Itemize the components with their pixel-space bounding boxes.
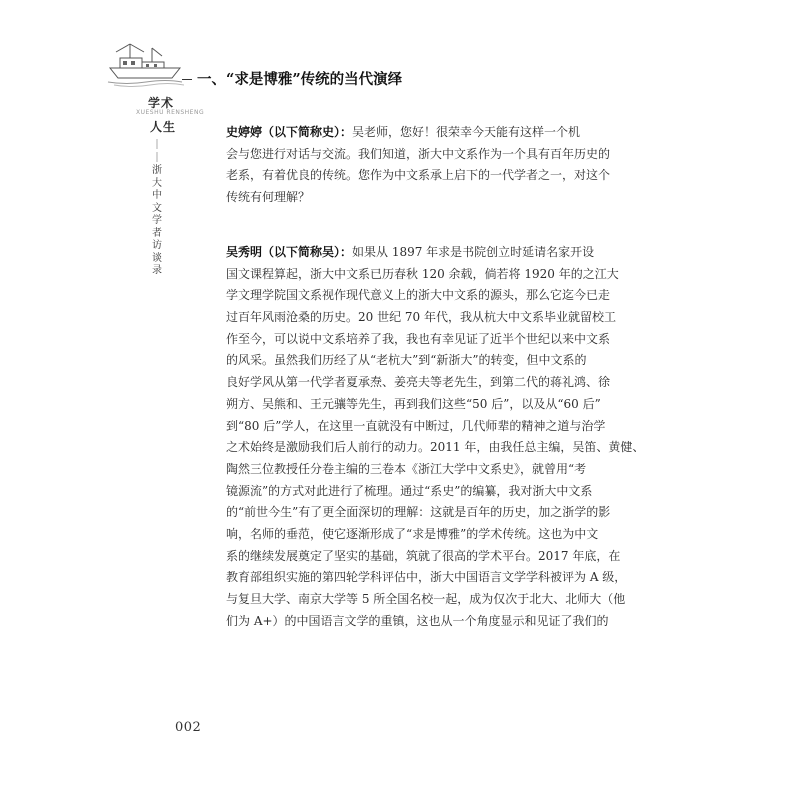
vertical-subtitle <box>150 140 164 278</box>
vertical-char: ｜ <box>152 152 162 164</box>
paragraph-line: 之术始终是激励我们后人前行的动力。2011 年，由我任总主编，吴笛、黄健、 <box>226 440 645 455</box>
paragraph-line: 作至今，可以说中文系培养了我，我也有幸见证了近半个世纪以来中文系 <box>226 331 611 346</box>
paragraph-line: 如果从 1897 年求是书院创立时延请名家开设 <box>352 245 595 259</box>
series-title-rensheng: 人生 <box>150 120 177 134</box>
paragraph-shi <box>226 122 611 209</box>
vertical-char: 文 <box>152 202 162 214</box>
vertical-char: 浙 <box>152 165 162 176</box>
paragraph-line: 老系，有着优良的传统。您作为中文系承上启下的一代学者之一，对这个 <box>226 168 611 183</box>
vertical-char: ｜ <box>152 140 162 151</box>
vertical-char: 谈 <box>152 252 162 264</box>
speaker-shi: 史婷婷（以下简称史）： <box>226 125 353 139</box>
paragraph-line: 良好学风从第一代学者夏承焘、姜亮夫等老先生，到第二代的蒋礼鸿、徐 <box>226 375 611 390</box>
paragraph-line: 们为 A+）的中国语言文学的重镇，这也从一个角度显示和见证了我们的 <box>226 613 609 628</box>
vertical-char: 大 <box>152 177 162 189</box>
paragraph-line: 的风采。虽然我们历经了从“老杭大”到“新浙大”的转变，但中文系的 <box>226 353 587 368</box>
paragraph-line: 会与您进行对话与交流。我们知道，浙大中文系作为一个具有百年历史的 <box>226 146 611 161</box>
paragraph-line: 与复旦大学、南京大学等 5 所全国名校一起，成为仅次于北大、北师大（他 <box>226 592 626 606</box>
vertical-char: 中 <box>152 190 162 201</box>
paragraph-line: 朔方、吴熊和、王元骧等先生，再到我们这些“50 后”，以及从“60 后” <box>226 396 601 411</box>
vertical-char: 录 <box>152 265 162 276</box>
page-number: 002 <box>175 720 202 735</box>
title-rule <box>182 79 192 80</box>
vertical-char: 者 <box>152 227 162 239</box>
paragraph-line: 响，名师的垂范，使它逐渐形成了“求是博雅”的学术传统。这也为中文 <box>226 526 599 541</box>
section-title: 一、“求是博雅”传统的当代演绎 <box>197 71 403 88</box>
paragraph-line: 国文课程算起，浙大中文系已历春秋 120 余载，倘若将 1920 年的之江大 <box>226 266 619 281</box>
paragraph-line: 的“前世今生”有了更全面深切的理解：这就是百年的历史，加之浙学的影 <box>226 505 611 520</box>
paragraph-line: 系的继续发展奠定了坚实的基础，筑就了很高的学术平台。2017 年底，在 <box>226 548 621 563</box>
paragraph-line: 吴老师，您好！很荣幸今天能有这样一个机 <box>352 125 581 139</box>
paragraph-line: 过百年风雨沧桑的历史。20 世纪 70 年代，我从杭大中文系毕业就留校工 <box>226 310 616 325</box>
series-pinyin: XUESHU RENSHENG <box>136 109 205 116</box>
paragraph-line: 学文理学院国文系视作现代意义上的浙大中文系的源头，那么它迄今已走 <box>226 288 611 303</box>
vertical-char: 访 <box>152 240 162 251</box>
paragraph-line: 镜源流”的方式对此进行了梳理。通过“系史”的编纂，我对浙大中文系 <box>226 483 593 498</box>
vertical-char: 学 <box>152 215 162 226</box>
paragraph-line: 到“80 后”学人，在这里一直就没有中断过，几代师辈的精神之道与治学 <box>226 418 606 433</box>
paragraph-line: 传统有何理解？ <box>226 190 311 205</box>
boat-illustration <box>106 38 184 88</box>
speaker-wu: 吴秀明（以下简称吴）： <box>226 245 353 259</box>
paragraph-line: 教育部组织实施的第四轮学科评估中，浙大中国语言文学学科被评为 A 级， <box>226 570 627 585</box>
paragraph-wu <box>226 242 645 632</box>
series-title-xueshu: 学术 <box>148 96 175 110</box>
paragraph-line: 陶然三位教授任分卷主编的三卷本《浙江大学中文系史》，就曾用“考 <box>226 461 587 476</box>
